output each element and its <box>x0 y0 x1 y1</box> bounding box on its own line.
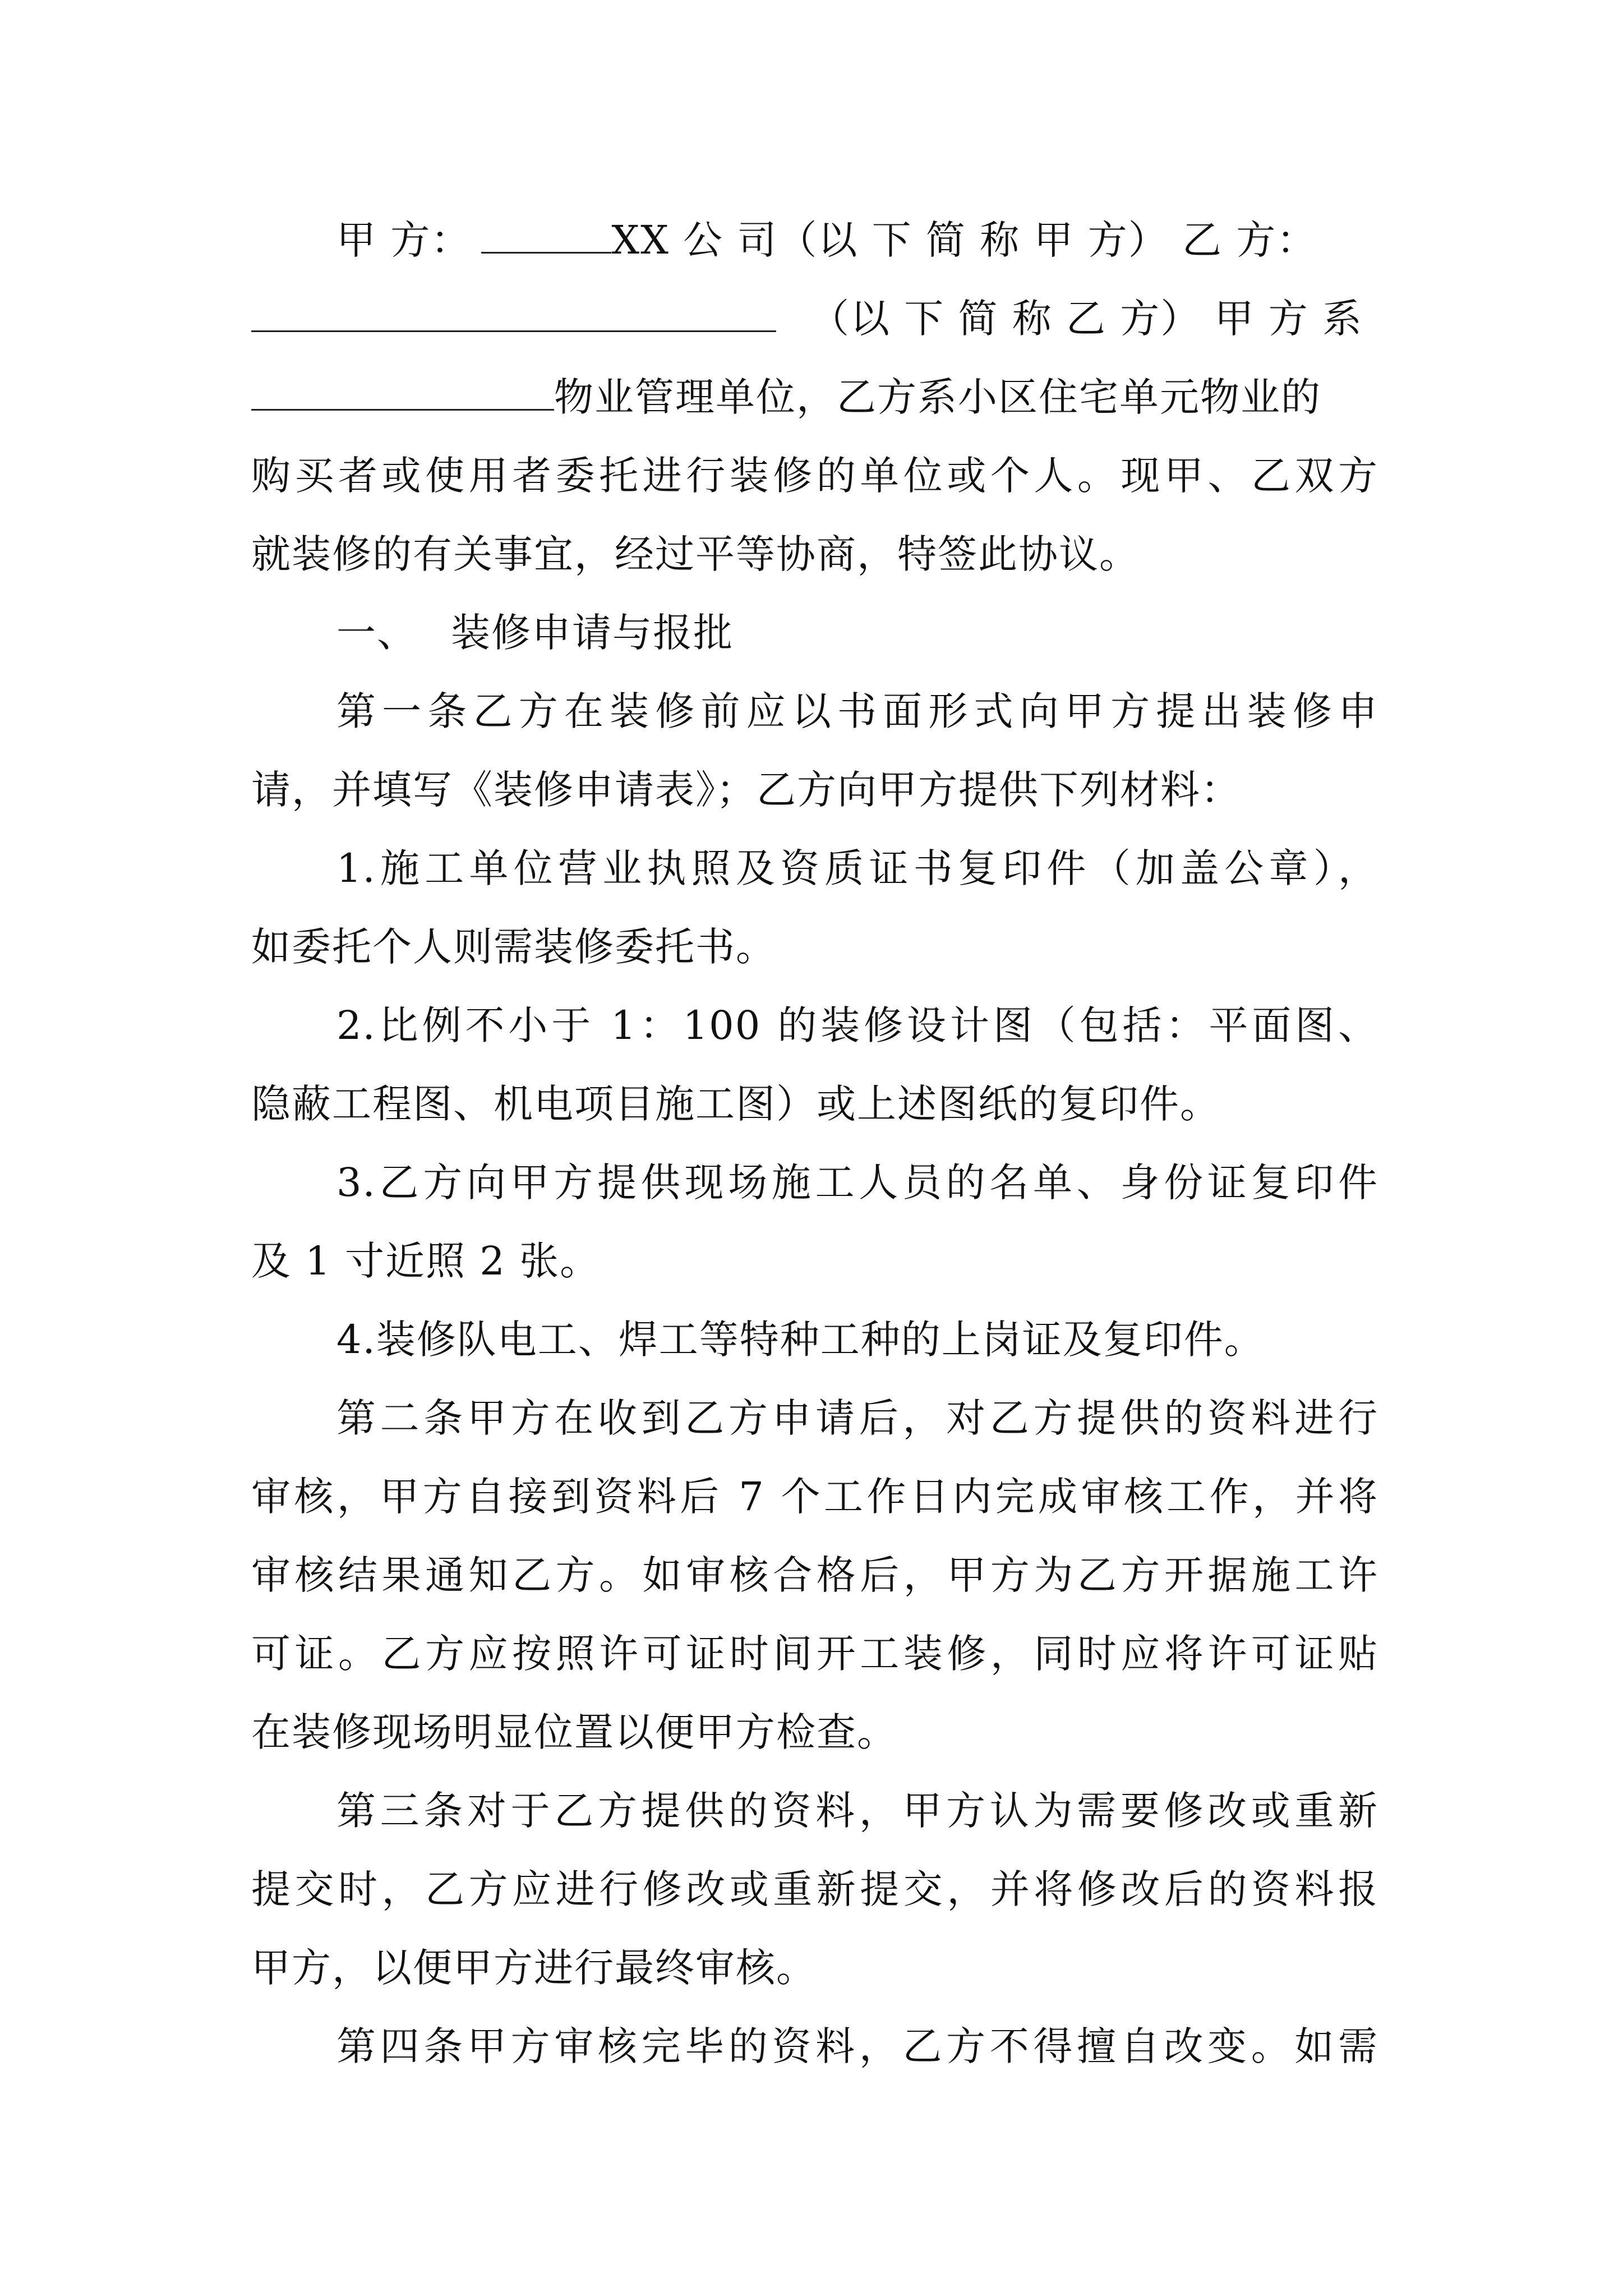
item-3-line-2: 及 1 寸近照 2 张。 <box>251 1238 601 1284</box>
party-b-text: （以 下 简 称 乙 方） 甲 方 系 <box>810 296 1363 342</box>
management-unit-blank <box>251 374 554 411</box>
article-3-line-2: 提交时，乙方应进行修改或重新提交，并将修改后的资料报 <box>251 1866 1378 1912</box>
party-a-blank <box>481 217 611 254</box>
item-3-line-1: 3.乙方向甲方提供现场施工人员的名单、身份证复印件 <box>336 1159 1378 1205</box>
party-a-label: 甲 方： <box>336 217 472 263</box>
preamble-line-1 <box>336 212 1378 268</box>
party-b-blank <box>251 296 776 332</box>
article-2-line-2: 审核，甲方自接到资料后 7 个工作日内完成审核工作，并将 <box>251 1474 1378 1520</box>
party-a-text: XX 公 司（以 下 简 称 甲 方） 乙 方： <box>611 217 1317 263</box>
section-title: 装修申请与报批 <box>451 610 734 656</box>
article-2-line-5: 在装修现场明显位置以便甲方检查。 <box>251 1709 897 1755</box>
preamble-line-2 <box>251 291 1378 347</box>
article-1-line-1: 第一条乙方在装修前应以书面形式向甲方提出装修申 <box>336 688 1378 734</box>
section-number: 一、 <box>336 610 417 656</box>
item-2-line-1: 2.比例不小于 1：100 的装修设计图（包括：平面图、 <box>336 1002 1378 1048</box>
item-4-line-1: 4.装修队电工、焊工等特种工种的上岗证及复印件。 <box>336 1317 1265 1363</box>
item-2-line-2: 隐蔽工程图、机电项目施工图）或上述图纸的复印件。 <box>251 1081 1220 1127</box>
preamble-line-3 <box>251 369 1378 425</box>
article-4-line-1: 第四条甲方审核完毕的资料，乙方不得擅自改变。如需 <box>336 2023 1378 2069</box>
section-heading <box>336 605 1378 661</box>
article-3-line-1: 第三条对于乙方提供的资料，甲方认为需要修改或重新 <box>336 1788 1378 1834</box>
article-2-line-3: 审核结果通知乙方。如审核合格后，甲方为乙方开据施工许 <box>251 1552 1378 1598</box>
preamble-line-5: 就装修的有关事宜，经过平等协商，特签此协议。 <box>251 531 1140 577</box>
article-2-line-1: 第二条甲方在收到乙方申请后，对乙方提供的资料进行 <box>336 1395 1378 1441</box>
article-2-line-4: 可证。乙方应按照许可证时间开工装修，同时应将许可证贴 <box>251 1631 1378 1677</box>
article-3-line-3: 甲方，以便甲方进行最终审核。 <box>251 1945 817 1991</box>
article-1-line-2: 请，并填写《装修申请表》；乙方向甲方提供下列材料： <box>251 767 1241 813</box>
item-1-line-2: 如委托个人则需装修委托书。 <box>251 924 776 970</box>
item-1-line-1: 1.施工单位营业执照及资质证书复印件（加盖公章）， <box>336 845 1378 891</box>
preamble-line-4: 购买者或使用者委托进行装修的单位或个人。现甲、乙双方 <box>251 453 1378 499</box>
preamble-line-3-text: 物业管理单位，乙方系小区住宅单元物业的 <box>554 374 1321 420</box>
